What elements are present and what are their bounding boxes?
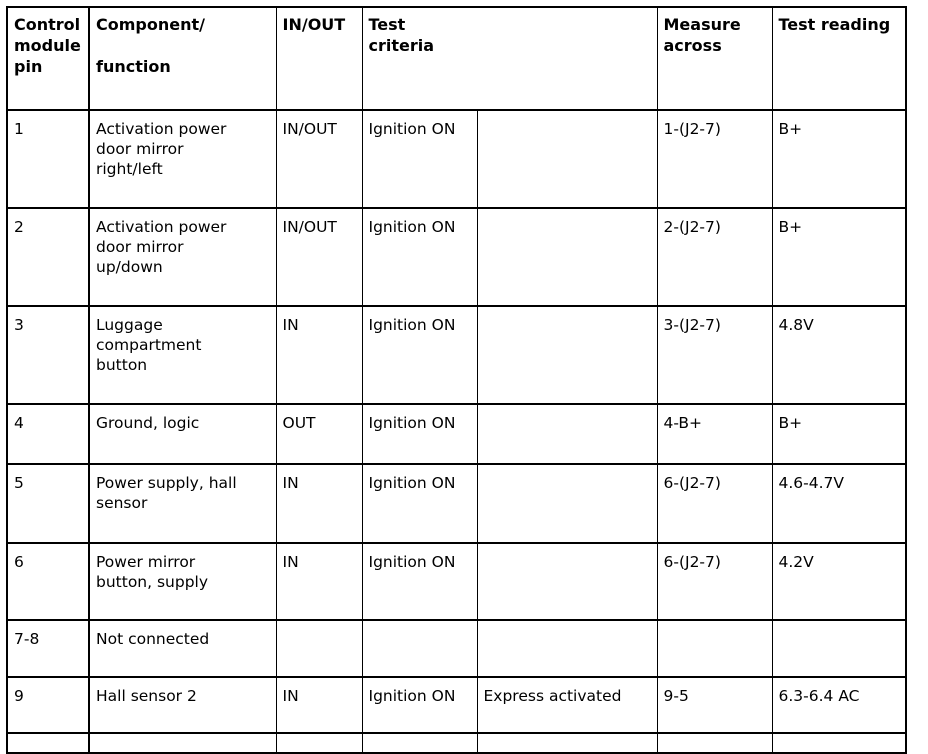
cell-criteria: Ignition ON (362, 306, 477, 404)
cell-reading: B+ (772, 110, 906, 208)
cell-condition (477, 404, 657, 464)
header-component (89, 7, 276, 110)
cell-criteria: Ignition ON (362, 110, 477, 208)
header-row (7, 7, 906, 110)
cell-component: Activation power door mirror right/left (89, 110, 276, 208)
header-measure-line1: Measure (663, 15, 741, 34)
cell-inout (276, 620, 362, 677)
table-row (7, 620, 906, 677)
header-component-line2: function (96, 57, 171, 76)
header-component-line1: Component/ (96, 15, 205, 34)
cell-pin: 1 (7, 110, 89, 208)
cell-condition (477, 110, 657, 208)
table-row (7, 110, 906, 208)
cell-condition: Express activated (477, 677, 657, 733)
cell-measure: 6-(J2-7) (657, 464, 772, 543)
cell-measure: 2-(J2-7) (657, 208, 772, 306)
header-pin-line3: pin (14, 57, 43, 76)
cell-reading: 4.6-4.7V (772, 464, 906, 543)
cell-component: Ground, logic (89, 404, 276, 464)
cell-pin: 6 (7, 543, 89, 620)
cell-pin: 2 (7, 208, 89, 306)
cell-criteria: Ignition ON (362, 404, 477, 464)
table-row (7, 306, 906, 404)
cell-condition (477, 620, 657, 677)
cell-measure: 1-(J2-7) (657, 110, 772, 208)
cell-pin: 5 (7, 464, 89, 543)
table-row (7, 464, 906, 543)
cell-criteria: Ignition ON (362, 208, 477, 306)
header-measure (657, 7, 772, 110)
cell-condition (477, 543, 657, 620)
cell-inout: IN (276, 543, 362, 620)
cell-condition (477, 208, 657, 306)
header-pin-line2: module (14, 36, 81, 55)
cell-reading: 4.8V (772, 306, 906, 404)
cell-condition (477, 306, 657, 404)
cell-measure: 6-(J2-7) (657, 543, 772, 620)
cell-criteria: Ignition ON (362, 677, 477, 733)
cell-measure: 9-5 (657, 677, 772, 733)
cell-inout: IN (276, 677, 362, 733)
cell-pin: 7-8 (7, 620, 89, 677)
cell-measure (657, 620, 772, 677)
pin-test-table (6, 6, 907, 754)
cell-component: Hall sensor 2 (89, 677, 276, 733)
header-pin-line1: Control (14, 15, 81, 34)
cell-measure: 4-B+ (657, 404, 772, 464)
cell-criteria: Ignition ON (362, 464, 477, 543)
cell-inout: IN (276, 306, 362, 404)
header-pin (7, 7, 89, 110)
header-inout: IN/OUT (276, 7, 362, 110)
cell-pin: 4 (7, 404, 89, 464)
cell-condition (477, 464, 657, 543)
cell-inout: OUT (276, 404, 362, 464)
table-row (7, 543, 906, 620)
cell-component: Power mirror button, supply (89, 543, 276, 620)
header-criteria (362, 7, 657, 110)
cell-criteria: Ignition ON (362, 543, 477, 620)
table-row (7, 404, 906, 464)
cell-component: Activation power door mirror up/down (89, 208, 276, 306)
header-reading: Test reading (772, 7, 906, 110)
table-row (7, 208, 906, 306)
cell-inout: IN/OUT (276, 208, 362, 306)
cell-measure: 3-(J2-7) (657, 306, 772, 404)
cell-pin: 3 (7, 306, 89, 404)
cell-component: Not connected (89, 620, 276, 677)
table-row (7, 677, 906, 733)
table-row-continuation (7, 733, 906, 753)
cell-criteria (362, 620, 477, 677)
cell-inout: IN/OUT (276, 110, 362, 208)
header-criteria-line1: Test (368, 15, 406, 34)
cell-reading: 4.2V (772, 543, 906, 620)
cell-reading (772, 620, 906, 677)
cell-reading: B+ (772, 404, 906, 464)
cell-reading: B+ (772, 208, 906, 306)
cell-component: Luggage compartment button (89, 306, 276, 404)
header-criteria-line2: criteria (368, 36, 435, 55)
header-measure-line2: across (663, 36, 722, 55)
cell-pin: 9 (7, 677, 89, 733)
cell-inout: IN (276, 464, 362, 543)
cell-reading: 6.3-6.4 AC (772, 677, 906, 733)
cell-component: Power supply, hall sensor (89, 464, 276, 543)
